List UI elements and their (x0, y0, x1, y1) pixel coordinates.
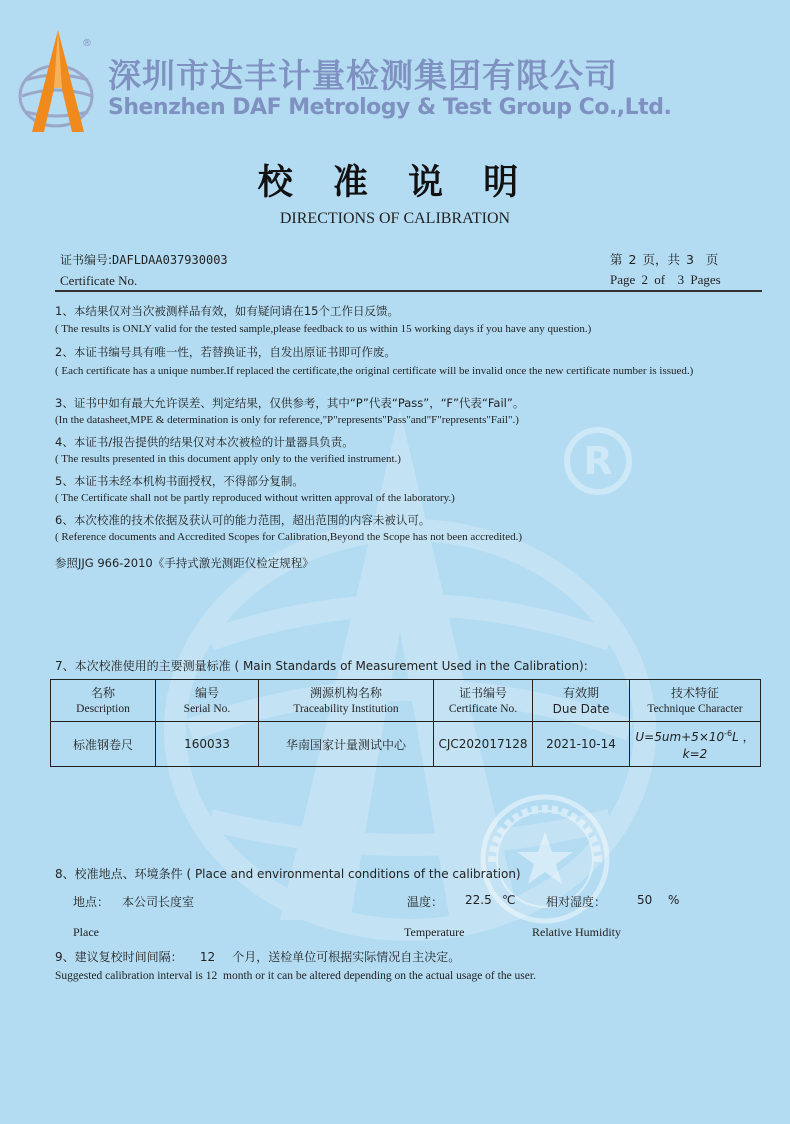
note-4-en: ( The results presented in this document apply only to the verified instrument.) (55, 453, 401, 465)
cell-due-date: 2021-10-14 (533, 722, 630, 767)
technique-formula: U=5um+5×10 (635, 730, 725, 744)
header-divider (55, 290, 762, 292)
certificate-number-label-en: Certificate No. (60, 273, 138, 288)
place-label-en: Place (73, 925, 99, 939)
interval-en-suffix: month or it can be altered depending on the actual usage of the user. (223, 970, 536, 982)
interval-value: 12 (199, 950, 216, 964)
temperature-value: 22.5 (465, 893, 492, 907)
col-serial (156, 680, 259, 722)
col-institution-cn: 溯源机构名称 (309, 685, 382, 700)
technique-comma: ， (738, 730, 755, 744)
col-serial-en: Serial No. (183, 702, 231, 715)
col-serial-cn: 编号 (194, 685, 219, 700)
standards-table (50, 679, 761, 767)
svg-text:R: R (583, 439, 613, 483)
page-cn-suffix: 页 (705, 252, 719, 267)
location-heading: 8、校准地点、环境条件 ( Place and environmental conditions of the calibration) (55, 867, 521, 881)
col-technique-cn: 技术特征 (670, 685, 719, 700)
note-3-cn: 3、证书中如有最大允许误差、判定结果，仅供参考，其中“P”代表“Pass”，“F”代表“Fail”。 (55, 396, 525, 410)
page-en-prefix: Page (610, 272, 636, 287)
certificate-number-value: DAFLDAA037930003 (112, 253, 228, 267)
page-indicator-en (610, 272, 721, 288)
registered-mark: ® (82, 38, 92, 49)
note-1-cn: 1、本结果仅对当次被测样品有效，如有疑问请在15个工作日反馈。 (55, 304, 399, 318)
temperature-label-en: Temperature (404, 925, 465, 939)
note-6-cn: 6、本次校准的技术依据及获认可的能力范围，超出范围的内容未被认可。 (55, 513, 431, 527)
note-3-en: (In the datasheet,MPE & determination is only for reference,"P"represents"Pass"and"F"represents"Fail".) (55, 414, 519, 426)
company-name-en: Shenzhen DAF Metrology & Test Group Co.,Ltd. (108, 95, 672, 120)
page-total: 3 (685, 252, 694, 267)
interval-en (55, 970, 536, 982)
humidity-unit: % (668, 893, 680, 907)
registered-mark-watermark-icon (562, 425, 634, 497)
standards-heading: 7、本次校准使用的主要测量标准 ( Main Standards of Measurement Used in the Calibration): (55, 659, 588, 673)
note-4-cn: 4、本证书/报告提供的结果仅对本次被检的计量器具负责。 (55, 435, 354, 449)
page-current: 2 (628, 252, 637, 267)
col-cert-no-en: Certificate No. (448, 702, 518, 715)
page-en-total: 3 (677, 272, 685, 287)
cell-serial: 160033 (156, 722, 259, 767)
col-description (51, 680, 156, 722)
cell-cert-no: CJC202017128 (434, 722, 533, 767)
interval-en-value: 12 (205, 970, 218, 982)
temperature-label-cn: 温度： (407, 895, 444, 909)
note-2-cn: 2、本证书编号具有唯一性，若替换证书，自发出原证书即可作废。 (55, 345, 396, 359)
interval-cn-suffix: 个月，送检单位可根据实际情况自主决定。 (232, 950, 461, 964)
cell-technique (630, 722, 761, 767)
col-description-en: Description (76, 702, 130, 715)
reference-standard: 参照JJG 966-2010《手持式激光测距仪检定规程》 (55, 556, 314, 570)
note-1-en: ( The results is ONLY valid for the tested sample,please feedback to us within 15 working days if you have any question.) (55, 323, 592, 335)
company-name-cn: 深圳市达丰计量检测集团有限公司 (108, 56, 618, 95)
place-label-cn: 地点： (73, 895, 110, 909)
col-technique (630, 680, 761, 722)
humidity-label-en: Relative Humidity (532, 925, 621, 939)
technique-exponent: -6 (724, 729, 733, 738)
col-due-date (533, 680, 630, 722)
note-6-en: ( Reference documents and Accredited Scopes for Calibration,Beyond the Scope has not been accredited.) (55, 531, 523, 543)
col-cert-no-cn: 证书编号 (458, 685, 507, 700)
cell-institution: 华南国家计量测试中心 (259, 722, 434, 767)
page-en-of: of (654, 272, 666, 287)
standards-table-header (51, 680, 761, 722)
certificate-number (60, 251, 228, 268)
interval-en-prefix: Suggested calibration interval is (55, 970, 203, 982)
humidity-value: 50 (637, 893, 653, 907)
humidity-label-cn: 相对湿度： (546, 895, 607, 909)
page-cn-mid: 页，共 (642, 252, 680, 267)
place-value: 本公司长度室 (122, 895, 195, 909)
col-technique-en: Technique Character (647, 702, 743, 715)
note-5-cn: 5、本证书未经本机构书面授权，不得部分复制。 (55, 474, 304, 488)
page-en-current: 2 (641, 272, 649, 287)
page-title-en: DIRECTIONS OF CALIBRATION (279, 210, 511, 227)
col-cert-no (434, 680, 533, 722)
temperature-unit: ℃ (502, 893, 516, 907)
col-due-date-en: Due Date (552, 701, 610, 716)
technique-k: k=2 (682, 747, 708, 761)
note-2-en: ( Each certificate has a unique number.If replaced the certificate,the original certificate will be invalid once the new certificate number is issued.) (55, 365, 694, 377)
page-title-cn: 校 准 说 明 (257, 163, 533, 203)
table-row (51, 722, 761, 767)
page-indicator-cn (610, 250, 718, 268)
page-cn-prefix: 第 (610, 252, 623, 267)
note-5-en: ( The Certificate shall not be partly reproduced without written approval of the laboratory.) (55, 492, 455, 504)
technique-length: L (732, 730, 739, 744)
company-logo-icon (16, 28, 108, 134)
col-institution-en: Traceability Institution (293, 702, 399, 715)
col-due-date-cn: 有效期 (562, 685, 599, 700)
interval-cn (55, 948, 460, 965)
certificate-number-label-cn: 证书编号: (60, 253, 113, 267)
col-description-cn: 名称 (90, 685, 115, 700)
page-en-suffix: Pages (690, 272, 721, 287)
interval-cn-prefix: 9、建议复校时间间隔： (55, 950, 183, 964)
col-institution (259, 680, 434, 722)
cell-description: 标准钢卷尺 (51, 722, 156, 767)
